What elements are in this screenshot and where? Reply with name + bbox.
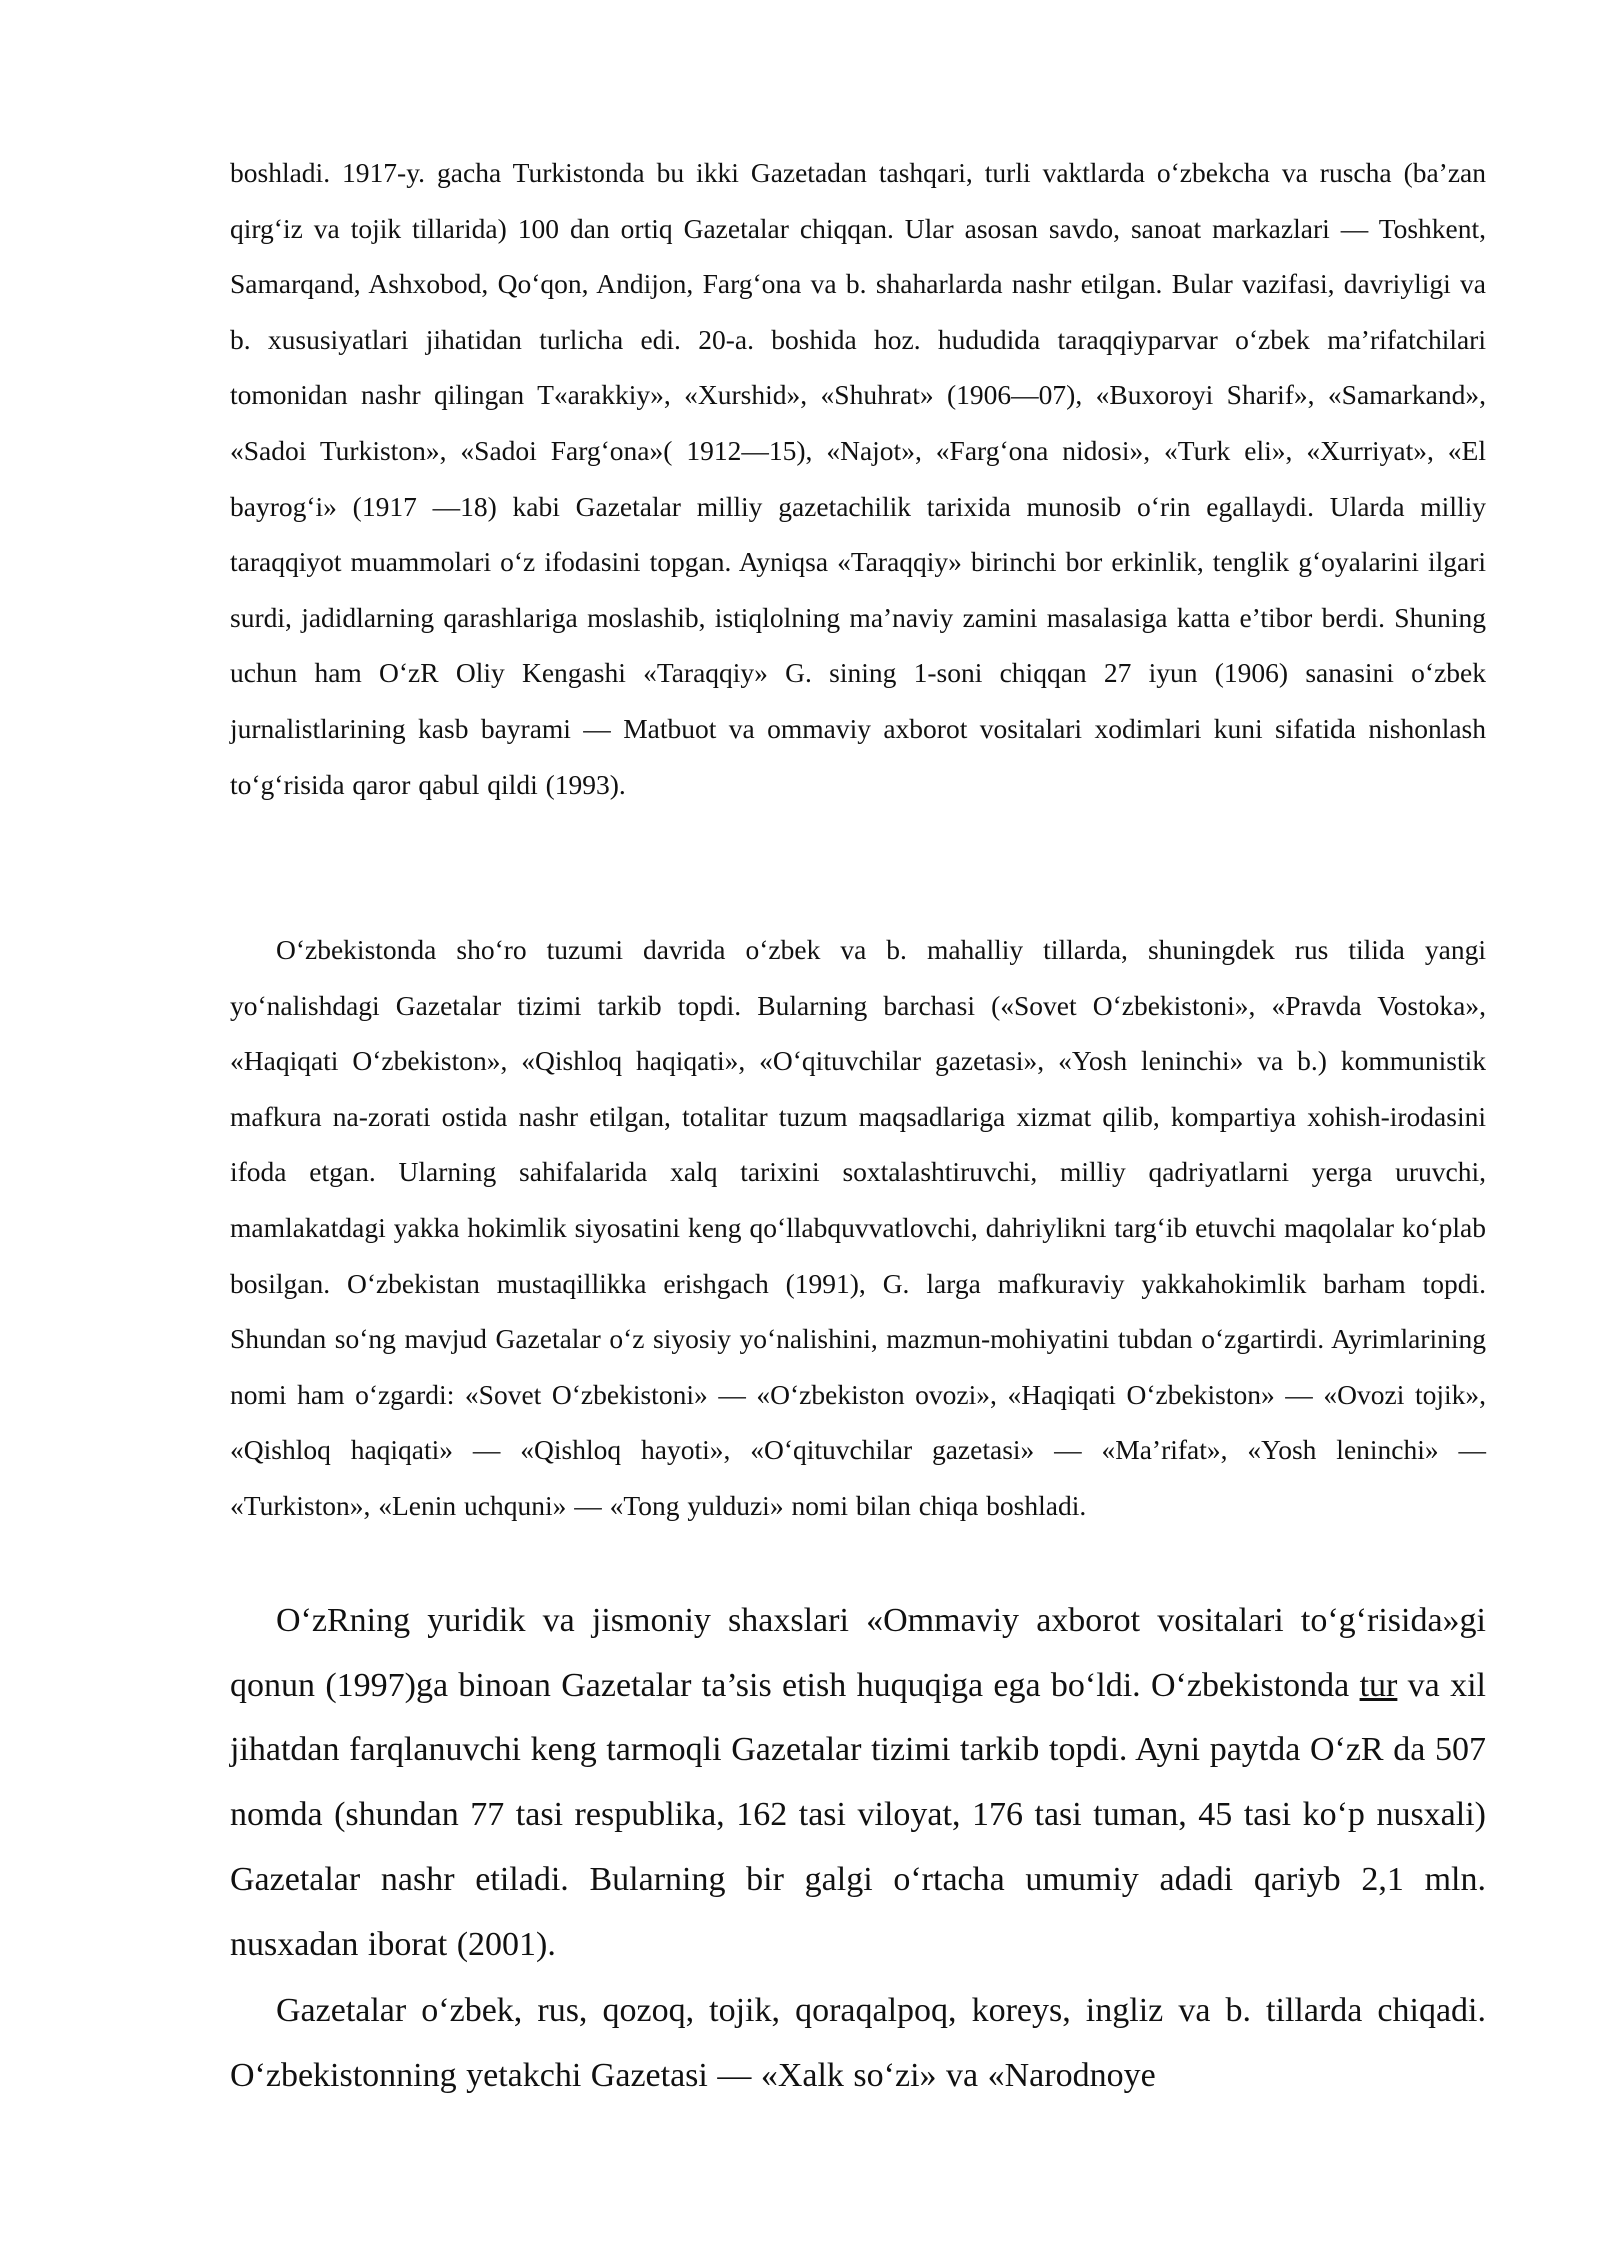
paragraph-4: Gazetalar o‘zbek, rus, qozoq, tojik, qoraqalpoq, koreys, ingliz va b. tillarda chiqadi. O‘zbekistonning yetakchi Gazetasi — «Xalk so‘zi» va «Narodnoye [230,1992,1486,2094]
paragraph-3 [230,1589,1486,1977]
paragraph-3-block [230,1589,1486,1977]
paragraph-1-block [230,145,1486,812]
paragraph-1: boshladi. 1917-y. gacha Turkistonda bu ikki Gazetadan tashqari, turli vaktlarda o‘zbekcha va ruscha (ba’zan qirg‘iz va tojik tillarida) 100 dan ortiq Gazetalar chiqqan. Ular asosan savdo, sanoat markazlari — Toshkent, Samarqand, Ashxobod, Qo‘qon, Andijon, Farg‘ona va b. shaharlarda nashr etilgan. Bular vazifasi, davriyligi va b. xususiyatlari jihatidan turlicha edi. 20-a. boshida hoz. hududida taraqqiyparvar o‘zbek ma’rifatchilari tomonidan nashr qilingan T«arakkiy», «Xurshid», «Shuhrat» (1906—07), «Buxoroyi Sharif», «Samarkand», «Sadoi Turkiston», «Sadoi Farg‘ona»( 1912—15), «Najot», «Farg‘ona nidosi», «Turk eli», «Xurriyat», «El bayrog‘i» (1917 —18) kabi Gazetalar milliy gazetachilik tarixida munosib o‘rin egallaydi. Ularda milliy taraqqiyot muammolari o‘z ifodasini topgan. Ayniqsa «Taraqqiy» birinchi bor erkinlik, tenglik g‘oyalarini ilgari surdi, jadidlarning qarashlariga moslashib, istiqlolning ma’naviy zamini masalasiga katta e’tibor berdi. Shuning uchun ham O‘zR Oliy Kengashi «Taraqqiy» G. sining 1-soni chiqqan 27 iyun (1906) sanasini o‘zbek jurnalistlarining kasb bayrami — Matbuot va ommaviy axborot vositalari xodimlari kuni sifatida nishonlash to‘g‘risida qaror qabul qildi (1993). [230,157,1486,800]
paragraph-2-block [230,922,1486,1534]
paragraph-3-text-after: va xil jihatdan farqlanuvchi keng tarmoqli Gazetalar tizimi tarkib topdi. Ayni paytda O‘zR da 507 nomda (shundan 77 tasi respublika, 162 tasi viloyat, 176 tasi tuman, 45 tasi ko‘p nusxali) Gazetalar nashr etiladi. Bularning bir galgi o‘rtacha umumiy adadi qariyb 2,1 mln. nusxadan iborat (2001). [230,1666,1486,1963]
paragraph-2: O‘zbekistonda sho‘ro tuzumi davrida o‘zbek va b. mahalliy tillarda, shuningdek rus tilida yangi yo‘nalishdagi Gazetalar tizimi tarkib topdi. Bularning barchasi («Sovet O‘zbekistoni», «Pravda Vostoka», «Haqiqati O‘zbekiston», «Qishloq haqiqati», «O‘qituvchilar gazetasi», «Yosh leninchi» va b.) kommunistik mafkura na-zorati ostida nashr etilgan, totalitar tuzum maqsadlariga xizmat qilib, kompartiya xohish-irodasini ifoda etgan. Ularning sahifalarida xalq tarixini soxtalashtiruvchi, milliy qadriyatlarni yerga uruvchi, mamlakatdagi yakka hokimlik siyosatini keng qo‘llabquvvatlovchi, dahriylikni targ‘ib etuvchi maqolalar ko‘plab bosilgan. O‘zbekistan mustaqillikka erishgach (1991), G. larga mafkuraviy yakkahokimlik barham topdi. Shundan so‘ng mavjud Gazetalar o‘z siyosiy yo‘nalishini, mazmun-mohiyatini tubdan o‘zgartirdi. Ayrimlarining nomi ham o‘zgardi: «Sovet O‘zbekistoni» — «O‘zbekiston ovozi», «Haqiqati O‘zbekiston» — «Ovozi tojik», «Qishloq haqiqati» — «Qishloq hayoti», «O‘qituvchilar gazetasi» — «Ma’rifat», «Yosh leninchi» — «Turkiston», «Lenin uchquni» — «Tong yulduzi» nomi bilan chiqa boshladi. [230,934,1486,1521]
paragraph-4-block [230,1979,1486,2108]
paragraph-3-text-before: O‘zRning yuridik va jismoniy shaxslari «Ommaviy axborot vositalari to‘g‘risida»gi qonun (1997)ga binoan Gazetalar ta’sis etish huquqiga ega bo‘ldi. O‘zbekistonda [230,1602,1486,1704]
tur-link[interactable]: tur [1359,1666,1398,1704]
